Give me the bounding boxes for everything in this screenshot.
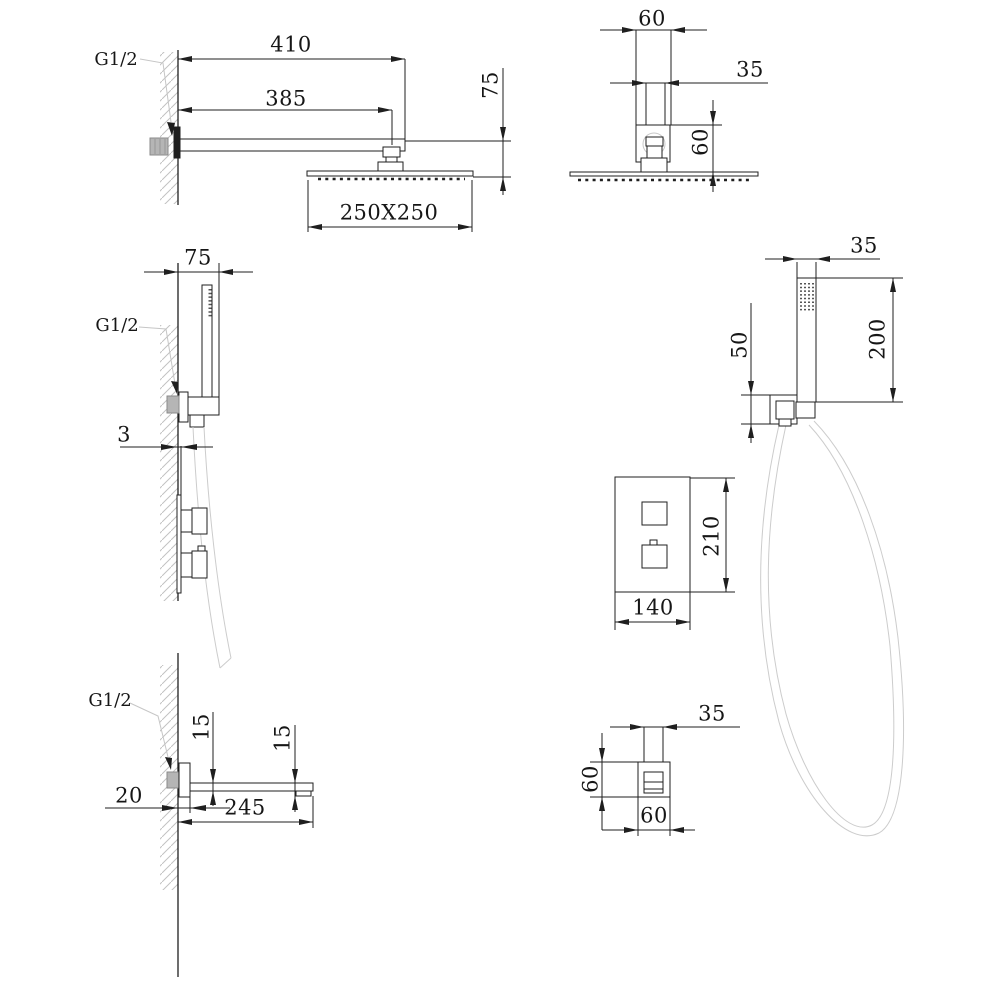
mixer-knob-top bbox=[642, 502, 667, 525]
hose-loop-inner bbox=[768, 425, 893, 827]
shower-arm bbox=[180, 139, 405, 151]
dim-label-60-vert: 60 bbox=[578, 765, 603, 793]
mixer-knob-bottom bbox=[642, 545, 667, 568]
swivel-nut bbox=[383, 147, 400, 157]
hose-connector bbox=[190, 415, 204, 427]
dim-label-15-a: 15 bbox=[189, 713, 214, 741]
wand-front bbox=[797, 278, 816, 402]
dim-label-385: 385 bbox=[265, 86, 307, 111]
wall-hatch bbox=[160, 325, 178, 601]
hose bbox=[204, 427, 231, 658]
view-head-front bbox=[570, 27, 768, 192]
mixer-plate bbox=[615, 477, 690, 592]
thread-label: G1/2 bbox=[95, 315, 139, 336]
holder-flange bbox=[179, 392, 188, 422]
thread-nipple bbox=[167, 396, 179, 413]
spout-flange bbox=[179, 763, 190, 797]
head-mount bbox=[378, 162, 403, 171]
valve-plate-side bbox=[177, 495, 181, 593]
dim-label-245: 245 bbox=[224, 795, 266, 820]
knob-cap bbox=[192, 551, 207, 578]
knob-tab bbox=[198, 546, 205, 551]
knob-tab bbox=[650, 540, 657, 545]
dim-label-140: 140 bbox=[632, 595, 674, 620]
dim-label-60-height: 60 bbox=[688, 128, 713, 156]
knob-stem bbox=[181, 510, 192, 532]
handle-end bbox=[796, 402, 815, 418]
dim-label-35-spout: 35 bbox=[698, 701, 726, 726]
arm-flange bbox=[174, 127, 180, 158]
dim-label-50: 50 bbox=[727, 331, 752, 359]
dim-label-250x250: 250X250 bbox=[339, 200, 439, 225]
dim-label-60-flange: 60 bbox=[638, 6, 666, 31]
thread-label: G1/2 bbox=[88, 690, 132, 711]
knob-stem bbox=[181, 553, 192, 577]
dim-label-35-wand: 35 bbox=[850, 233, 878, 258]
wand-side bbox=[202, 285, 212, 397]
holder-tab bbox=[779, 419, 791, 426]
dim-label-60-horiz: 60 bbox=[640, 803, 668, 828]
view-spout-side bbox=[105, 653, 313, 977]
dim-label-75-bracket: 75 bbox=[184, 245, 212, 270]
swivel-neck bbox=[386, 157, 397, 162]
dim-50 bbox=[741, 303, 772, 443]
view-head-side bbox=[140, 50, 511, 232]
spout-outlet bbox=[296, 791, 311, 796]
view-handshower-side bbox=[120, 263, 253, 668]
thread-label: G1/2 bbox=[94, 49, 138, 70]
dim-label-200: 200 bbox=[865, 318, 890, 360]
thread-nipple bbox=[167, 772, 179, 788]
knob-cap bbox=[192, 508, 207, 534]
dim-label-15-b: 15 bbox=[270, 724, 295, 752]
dim-label-210: 210 bbox=[699, 515, 724, 557]
head-plate bbox=[307, 171, 473, 176]
holder-block bbox=[188, 397, 219, 415]
dim-35-wand bbox=[765, 256, 880, 278]
dim-label-35-arm: 35 bbox=[736, 57, 764, 82]
dim-label-3: 3 bbox=[117, 422, 131, 447]
head-plate-front bbox=[570, 172, 758, 176]
holder-knob bbox=[776, 401, 794, 419]
dim-label-75-drop: 75 bbox=[478, 71, 503, 99]
dim-label-410: 410 bbox=[270, 32, 312, 57]
dim-label-20: 20 bbox=[115, 783, 143, 808]
hose-loop-outer bbox=[761, 421, 904, 836]
dim-200 bbox=[816, 278, 903, 402]
